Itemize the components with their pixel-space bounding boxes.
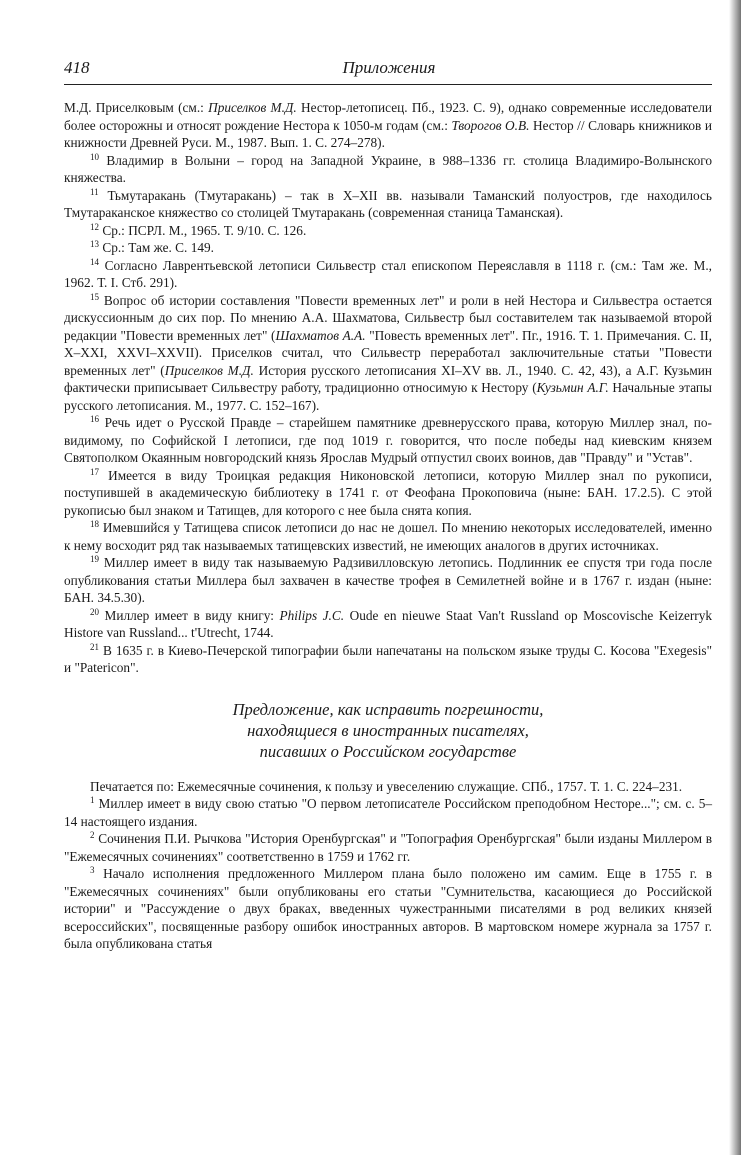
note-18: $^{18}$ Имевшийся у Татищева список летописи до нас не дошел. По мнению некоторых исследователей, именно к нему восходит ряд так называемых татищевских известий, не имеющих аналогов в других источниках.: [64, 519, 713, 553]
appendix-title-line: находящиеся в иностранных писателях,: [247, 720, 529, 740]
source-note: Печатается по: Ежемесячные сочинения, к пользу и увеселению служащие. СПб., 1757. Т. 1. С. 224–231.: [90, 778, 683, 794]
running-head: [64, 58, 714, 82]
note-continuation: М.Д. Приселковым (см.: Приселков М.Д. Нестор-летописец. Пб., 1923. С. 9), однако современные исследователи более осторожны и относят рождение Нестора к 1050-м годам (см.: Творогов О.В. Нестор // Словарь книжников и книжности Древней Руси. М., 1987. Вып. 1. С. 274–278).: [64, 100, 713, 150]
note-20: $^{20}$ Миллер имеет в виду книгу: Philips J.C. Oude en nieuwe Staat Van't Russland op Moscovische Keizerryk Histore van Russland... t'Utrecht, 1744.: [64, 606, 713, 640]
note-21: $^{21}$ В 1635 г. в Киево-Печерской типографии были напечатаны на польском языке труды С. Косова "Exegesis" и "Patericon".: [64, 641, 712, 675]
note-16: $^{16}$ Речь идет о Русской Правде – старейшем памятнике древнерусского права, которую Миллер знал, по-видимому, по Софийской I летописи, где под 1019 г. говорится, что после победы над киевским князем Святополком Окаянным новгородский князь Ярослав Мудрый отпустил своих воинов, дав "Правду" и "Устав".: [64, 414, 712, 465]
note-19: $^{19}$ Миллер имеет в виду так называемую Радзивилловскую летопись. Подлинник ее спустя три года после опубликования статьи Миллера был захвачен в качестве трофея в Семилетней войне и в 1767 г. издан (ныне: БАН. 34.5.30).: [64, 554, 713, 605]
section-title: Приложения: [342, 58, 436, 77]
appendix-note-1: $^1$ Миллер имеет в виду свою статью "О первом летописателе Российском преподобном Несторе..."; см. с. 5–14 настоящего издания.: [64, 795, 712, 829]
note-14: $^{14}$ Согласно Лаврентьевской летописи Сильвестр стал епископом Переяславля в 1118 г. (см.: Там же. М., 1962. Т. I. Стб. 291).: [64, 256, 712, 290]
appendix-note-2: $^2$ Сочинения П.И. Рычкова "История Оренбургская" и "Топография Оренбургская" были изданы Миллером в "Ежемесячных сочинениях" соответственно в 1759 и 1762 гг.: [64, 830, 713, 864]
note-13: $^{13}$ Ср.: Там же. С. 149.: [90, 239, 214, 255]
header-rule: [64, 84, 712, 85]
note-17: $^{17}$ Имеется в виду Троицкая редакция Никоновской летописи, которую Миллер знал по рукописи, поступившей в академическую библиотеку в 1741 г. от Феофана Прокоповича (ныне: БАН. 17.2.5). С этой рукописью был знаком и Татищев, для которого с нее была снята копия.: [64, 466, 712, 518]
appendix-note-3: $^3$ Начало исполнения предложенного Миллером плана было положено им самим. Еще в 1755 г. в "Ежемесячных сочинениях" были опубликованы его статьи "Сумнительства, касающиеся до Российской истории" и "Рассуждение о двух браках, введенных чужестранными писателями в род великих князей всероссийских", посвященные разбору ошибок иностранных авторов. В мартовском номере журнала за 1757 г. была опубликована статья: [64, 865, 712, 951]
note-11: $^{11}$ Тьмутаракань (Тмутаракань) – так в X–XII вв. называли Таманский полуостров, где находилось Тмутараканское княжество со столицей Тмутаракань (современная станица Таманская).: [64, 186, 712, 220]
appendix-title: [64, 699, 712, 762]
note-15: $^{15}$ Вопрос об истории составления "Повести временных лет" и роли в ней Нестора и Сильвестра остается дискуссионным до сих пор. По мнению А.А. Шахматова, Сильвестр был составителем так называемой второй редакции "Повести временных лет" (Шахматов А.А. "Повесть временных лет". Пг., 1916. Т. 1. Примечания. С. II, X–XXI, XXVI–XXVII). Приселков считал, что Сильвестр переработал заключительные статьи "Повести временных лет" (Приселков М.Д. История русского летописания XI–XV вв. Л., 1940. С. 42, 43), а А.Г. Кузьмин фактически приписывает Сильвестру работу, традиционно относимую к Нестору (Кузьмин А.Г. Начальные этапы русского летописания. М., 1977. С. 152–167).: [64, 291, 713, 413]
page-edge-shadow: [729, 0, 741, 1155]
appendix-title-line: писавших о Российском государстве: [259, 741, 517, 761]
note-10: $^{10}$ Владимир в Волыни – город на Западной Украине, в 988–1336 гг. столица Владимиро-Волынского княжества.: [64, 151, 713, 185]
note-12: $^{12}$ Ср.: ПСРЛ. М., 1965. Т. 9/10. С. 126.: [90, 221, 307, 238]
appendix-title-line: Предложение, как исправить погрешности,: [232, 699, 544, 719]
page-body: [64, 99, 712, 953]
page-number: 418: [64, 58, 90, 77]
